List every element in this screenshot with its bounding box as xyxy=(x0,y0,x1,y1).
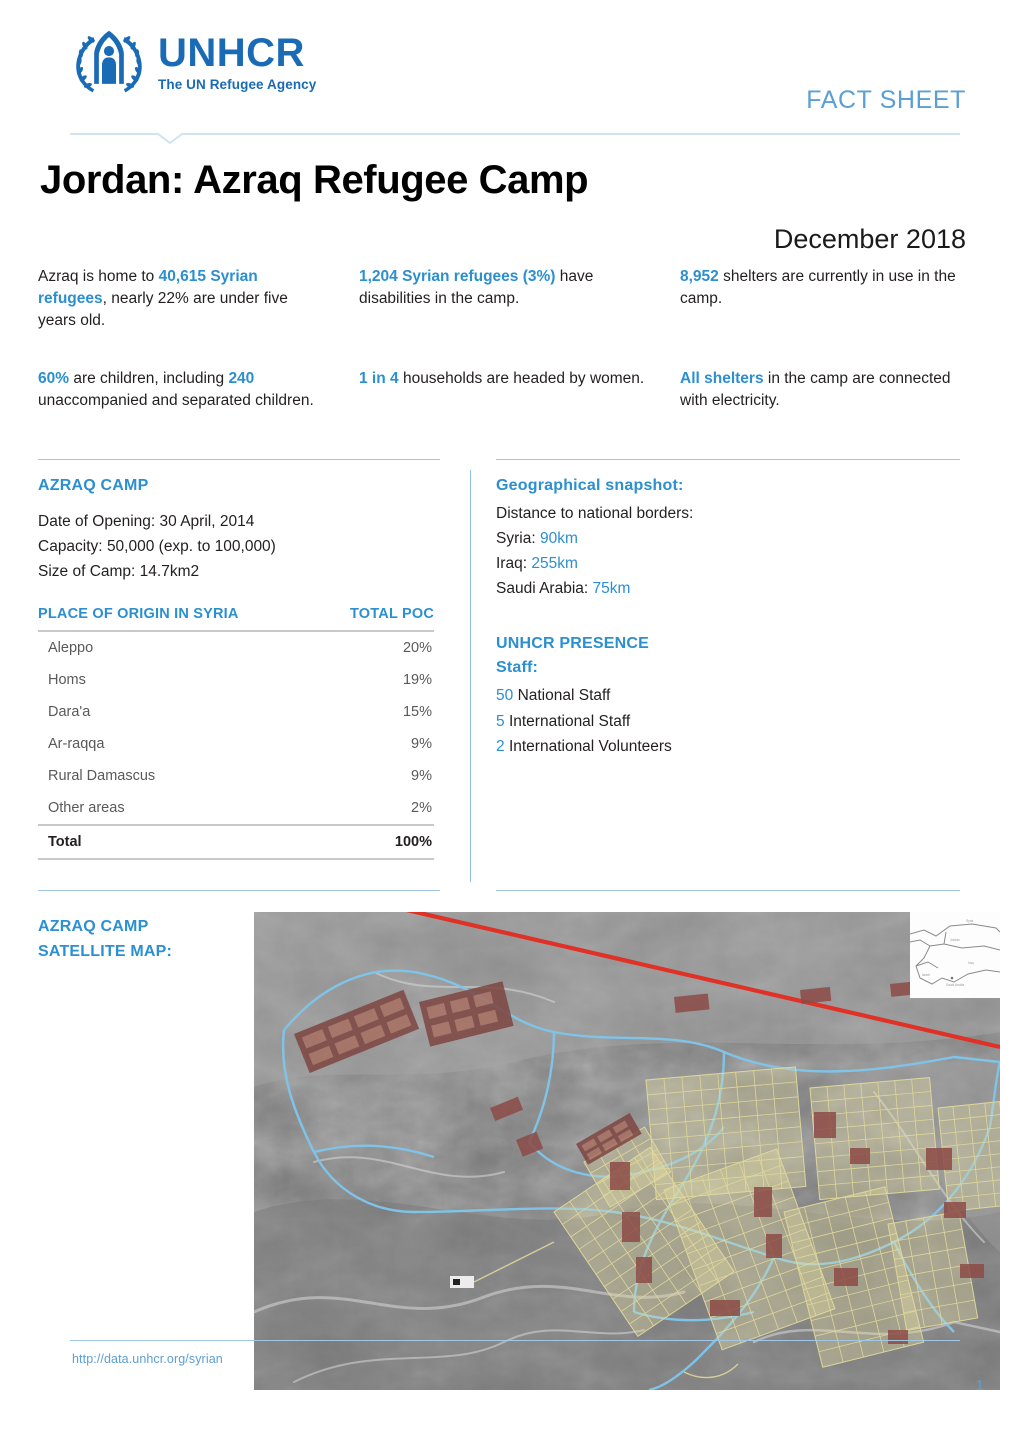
border-distance-iraq-value: 255km xyxy=(531,555,578,573)
border-country-iraq: Iraq xyxy=(496,555,523,573)
staff-heading: Staff: xyxy=(496,659,539,677)
column-header-poc: TOTAL POC xyxy=(350,606,434,623)
svg-text:Israel: Israel xyxy=(922,973,930,977)
page-number: 1 xyxy=(975,1377,984,1394)
cell-poc: 2% xyxy=(411,800,432,817)
highlight-female-headed-households xyxy=(359,368,646,412)
satellite-map-label-line1: AZRAQ CAMP xyxy=(38,918,149,935)
logo-wordmark xyxy=(158,30,317,92)
text-run: have disabilities in the camp. xyxy=(359,268,594,307)
divider-below-presence-section xyxy=(496,890,960,891)
cell-place: Ar-raqqa xyxy=(48,736,105,753)
table-header-row xyxy=(38,606,434,631)
satellite-map-label xyxy=(38,915,172,965)
section-spacer xyxy=(496,601,916,635)
text-run: unaccompanied and separated children. xyxy=(38,392,314,409)
camp-facts-list xyxy=(38,509,438,584)
divider-above-camp-section xyxy=(38,459,440,460)
highlight-population xyxy=(38,266,325,332)
text-run: 1,204 Syrian refugees (3%) xyxy=(359,268,556,285)
table-body xyxy=(38,631,434,859)
cell-poc: 19% xyxy=(402,672,432,689)
border-distance-iraq xyxy=(496,551,916,576)
page-header xyxy=(0,0,1024,140)
satellite-map-label-line2: SATELLITE MAP: xyxy=(38,942,173,960)
unhcr-presence-section xyxy=(496,635,916,758)
unhcr-emblem-icon xyxy=(70,26,148,98)
cell-poc: 15% xyxy=(402,704,432,721)
page-title: Jordan: Azraq Refugee Camp xyxy=(40,158,589,202)
border-country-syria: Syria xyxy=(496,530,532,548)
azraq-camp-heading: AZRAQ CAMP xyxy=(38,477,149,494)
highlight-row-2 xyxy=(38,368,968,412)
cell-place: Aleppo xyxy=(48,640,94,657)
table-row xyxy=(38,792,434,825)
locator-inset-graphic xyxy=(910,912,1000,998)
colon: : xyxy=(531,530,540,548)
satellite-imagery xyxy=(254,912,1000,1390)
text-run: 240 xyxy=(228,370,255,387)
highlight-stats xyxy=(38,266,968,412)
staff-national xyxy=(496,683,916,708)
highlight-disabilities xyxy=(359,266,646,332)
svg-text:Iraq: Iraq xyxy=(968,961,974,965)
svg-text:Syria: Syria xyxy=(966,919,974,923)
svg-text:Saudi Arabia: Saudi Arabia xyxy=(946,983,965,987)
border-distance-syria-value: 90km xyxy=(539,530,578,548)
compound-marker xyxy=(450,1276,474,1288)
geo-heading: Geographical snapshot: xyxy=(496,477,684,494)
cell-place: Dara'a xyxy=(48,704,91,721)
cell-total-label: Total xyxy=(48,834,82,851)
geographical-snapshot-section xyxy=(496,477,916,601)
camp-fact-opening-value: 30 April, 2014 xyxy=(159,513,255,530)
staff-national-count: 50 xyxy=(496,687,514,705)
camp-fact-size-value: 14.7km2 xyxy=(139,563,200,581)
unhcr-logo xyxy=(70,26,316,98)
table-row xyxy=(38,664,434,696)
colon: : xyxy=(583,580,593,598)
presence-heading: UNHCR PRESENCE xyxy=(496,635,650,653)
border-country-saudi-arabia: Saudi Arabia xyxy=(496,580,584,598)
text-run: Azraq is home to xyxy=(38,268,159,285)
camp-fact-capacity xyxy=(38,534,438,559)
cell-total-poc: 100% xyxy=(394,834,432,851)
locator-inset-map xyxy=(910,912,1000,998)
footer-url[interactable]: http://data.unhcr.org/syrian xyxy=(72,1352,223,1366)
azraq-camp-section xyxy=(38,477,438,860)
header-divider-with-chevron xyxy=(70,132,960,146)
place-of-origin-table xyxy=(38,606,434,860)
border-distance-saudi-value: 75km xyxy=(592,580,631,598)
staff-national-role: National Staff xyxy=(517,687,611,705)
report-date: December 2018 xyxy=(773,224,966,254)
cell-place: Rural Damascus xyxy=(48,768,156,785)
column-header-place: PLACE OF ORIGIN IN SYRIA xyxy=(38,606,239,623)
logo-tagline: The UN Refugee Agency xyxy=(158,76,317,92)
border-distance-syria xyxy=(496,526,916,551)
text-run: 60% xyxy=(38,370,70,387)
camp-fact-opening xyxy=(38,509,438,534)
staff-international xyxy=(496,709,916,734)
camp-fact-capacity-value: 50,000 (exp. to 100,000) xyxy=(106,538,276,556)
text-run: , nearly 22% are under five years old. xyxy=(38,290,288,329)
text-run: are children, including xyxy=(69,370,229,387)
cell-poc: 9% xyxy=(411,768,432,785)
text-run: All shelters xyxy=(680,370,764,387)
geo-subheading: Distance to national borders: xyxy=(496,505,694,522)
azraq-camp-satellite-map[interactable] xyxy=(254,912,1000,1390)
cell-place: Homs xyxy=(48,672,86,689)
footer-divider xyxy=(70,1340,960,1341)
staff-volunteers xyxy=(496,734,916,759)
geo-and-presence-column xyxy=(496,477,916,759)
column-divider xyxy=(470,470,471,882)
table-row xyxy=(38,728,434,760)
camp-fact-capacity-label: Capacity: xyxy=(38,538,103,556)
text-run: shelters are currently in use in the camp. xyxy=(680,268,956,307)
document-type-label: FACT SHEET xyxy=(806,86,966,114)
colon: : xyxy=(522,555,532,573)
svg-text:Jordan: Jordan xyxy=(950,938,960,942)
camp-fact-size xyxy=(38,559,438,584)
text-run: in the camp are connected with electricity. xyxy=(680,370,951,409)
text-run: 40,615 Syrian refugees xyxy=(38,268,258,307)
staff-international-role: International Staff xyxy=(508,712,631,730)
camp-fact-size-label: Size of Camp: xyxy=(38,563,136,581)
highlight-row-1 xyxy=(38,266,968,332)
text-run: 8,952 xyxy=(680,268,719,285)
text-run: households are headed by women. xyxy=(398,370,645,387)
divider-above-geo-section xyxy=(496,459,960,460)
staff-international-count: 5 xyxy=(496,712,505,730)
staff-volunteers-count: 2 xyxy=(496,737,505,755)
highlight-electricity xyxy=(680,368,967,412)
table-row xyxy=(38,760,434,792)
highlight-shelters-in-use xyxy=(680,266,967,332)
cell-place: Other areas xyxy=(48,800,125,817)
divider-below-camp-section xyxy=(38,890,440,891)
staff-volunteers-role: International Volunteers xyxy=(508,737,672,755)
table-total-row xyxy=(38,825,434,859)
table-row xyxy=(38,696,434,728)
cell-poc: 20% xyxy=(402,640,432,657)
highlight-children xyxy=(38,368,325,412)
camp-fact-opening-label: Date of Opening: xyxy=(38,513,156,530)
table-row xyxy=(38,631,434,664)
border-distance-saudi xyxy=(496,576,916,601)
logo-name: UNHCR xyxy=(158,30,305,75)
text-run: 1 in 4 xyxy=(359,370,399,387)
cell-poc: 9% xyxy=(411,736,432,753)
table-header xyxy=(38,606,434,631)
